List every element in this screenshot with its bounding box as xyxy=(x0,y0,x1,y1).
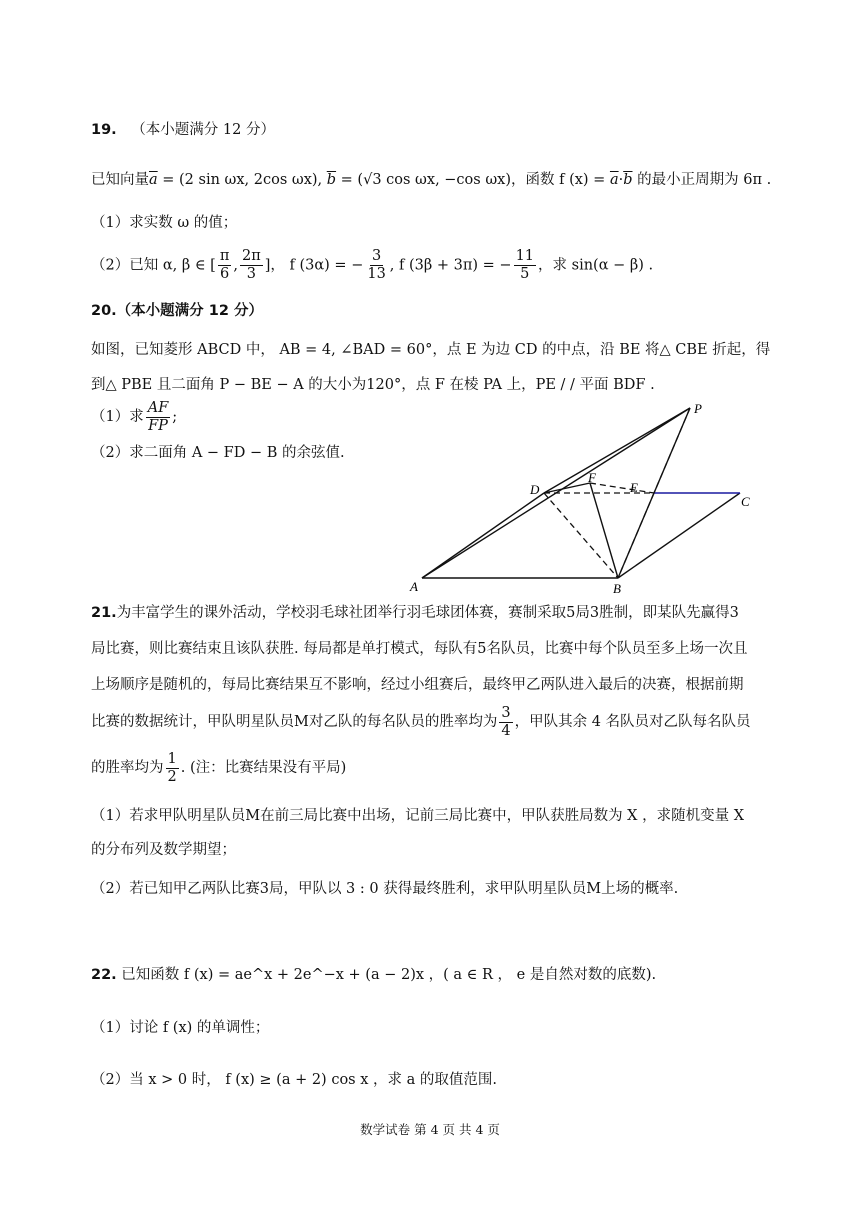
q19-stem: 已知向量$\overline{a} = (2$ sin ωx, 2cos ωx), $\overline{b} = (√3$ cos ωx, −cos ωx)，函数 f $(x) = \overline{a}\cdot\overline{b}$ 的最小正周期为 6π . xyxy=(91,172,772,188)
q22-number: 22. xyxy=(91,967,117,983)
q21-part2: （2）若已知甲乙两队比赛3局，甲队以 3 : 0 获得最终胜利，求甲队明星队员M上场的概率. xyxy=(91,881,679,897)
fraction: $\frac{AF}{FP}$ xyxy=(147,399,169,434)
fraction: $\frac{11}{5}$ xyxy=(515,248,535,282)
q19-number: 19. xyxy=(91,122,117,138)
label-B: B xyxy=(613,581,621,596)
edge-FE xyxy=(590,483,654,493)
edge-EB xyxy=(618,493,654,578)
q21-line4: 比赛的数据统计，甲队明星队员M对乙队的每名队员的胜率均为 $\frac{3}{4}$ ，甲队其余 4 名队员对乙队每名队员 xyxy=(91,704,751,739)
edge-DB xyxy=(544,493,618,578)
fraction: $\frac{\pi}{6}$ xyxy=(219,248,230,282)
q21-part1-line1: （1）若求甲队明星队员M在前三局比赛中出场，记前三局比赛中，甲队获胜局数为 X ，求随机变量 X xyxy=(91,808,745,824)
q20-line2: 到△ PBE 且二面角 P − BE − A 的大小为120°，点 F 在棱 PA 上，PE / / 平面 BDF . xyxy=(91,377,655,393)
q19-score: （本小题满分 12 分） xyxy=(131,122,275,138)
q21-part1-line2: 的分布列及数学期望； xyxy=(91,842,236,858)
q20-line1: 如图，已知菱形 ABCD 中， AB = 4, ∠BAD = 60°，点 E 为边 CD 的中点，沿 BE 将△ CBE 折起，得 xyxy=(91,342,771,358)
label-C: C xyxy=(741,494,750,509)
edge-DF xyxy=(544,483,590,493)
q20-header: 20.（本小题满分 12 分） xyxy=(91,303,263,319)
q22-part1: （1）讨论 f (x) 的单调性； xyxy=(91,1020,270,1036)
q19-part1: （1）求实数 ω 的值； xyxy=(91,215,238,231)
fraction: $\frac{3}{13}$ xyxy=(367,248,386,282)
q21-number: 21. xyxy=(91,605,117,621)
q21-line3: 上场顺序是随机的，每局比赛结果互不影响，经过小组赛后，最终甲乙两队进入最后的决赛，根据前期 xyxy=(91,677,744,693)
fraction: $\frac{3}{4}$ xyxy=(501,704,511,739)
q22-part2: （2）当 x > 0 时， f (x) ≥ (a + 2) cos x ，求 a 的取值范围. xyxy=(91,1072,497,1088)
q20-part2: （2）求二面角 A − FD − B 的余弦值. xyxy=(91,445,345,461)
vector-a-ref: $\overline{a}$ xyxy=(609,172,619,188)
vector-b-ref: $\overline{b}$ xyxy=(623,172,633,188)
edge-AD xyxy=(422,493,544,578)
label-P: P xyxy=(694,401,702,416)
q21-line5: 的胜率均为 $\frac{1}{2}$ . (注：比赛结果没有平局) xyxy=(91,750,347,785)
label-E: E xyxy=(630,480,638,495)
label-D: D xyxy=(530,482,540,497)
edge-BC xyxy=(618,493,740,578)
q21-line2: 局比赛，则比赛结束且该队获胜. 每局都是单打模式，每队有5名队员，比赛中每个队员至多上场一次且 xyxy=(91,641,748,657)
fraction: $\frac{1}{2}$ xyxy=(167,750,177,785)
q22-stem: 22. 已知函数 f (x) = ae^x + 2e^−x + (a − 2)x ，( a ∈ R ， e 是自然对数的底数). xyxy=(91,967,657,983)
q19-header xyxy=(91,120,800,140)
fraction: $\frac{2\pi}{3}$ xyxy=(241,248,261,282)
vector-b: $\overline{b}$ xyxy=(326,172,337,188)
label-A: A xyxy=(410,579,418,594)
q19-part2: （2）已知 α, β ∈ [ $\frac{\pi}{6}$ , $\frac{2\pi}{3}$ ]， f (3α) = − $\frac{3}{13}$ , f (3β + 3π) = − $\frac{11}{5}$ ，求 sin(α − β) . xyxy=(91,248,654,282)
edge-FB xyxy=(590,483,618,578)
label-F: F xyxy=(588,470,596,485)
page-footer: 数学试卷 第 4 页 共 4 页 xyxy=(360,1122,500,1137)
q20-part1: （1）求 $\frac{AF}{FP}$ ; xyxy=(91,399,178,434)
vector-a: $\overline{a}$ xyxy=(149,172,158,188)
q21-line1: 21.为丰富学生的课外活动，学校羽毛球社团举行羽毛球团体赛，赛制采取5局3胜制，即某队先赢得3 xyxy=(91,605,739,621)
